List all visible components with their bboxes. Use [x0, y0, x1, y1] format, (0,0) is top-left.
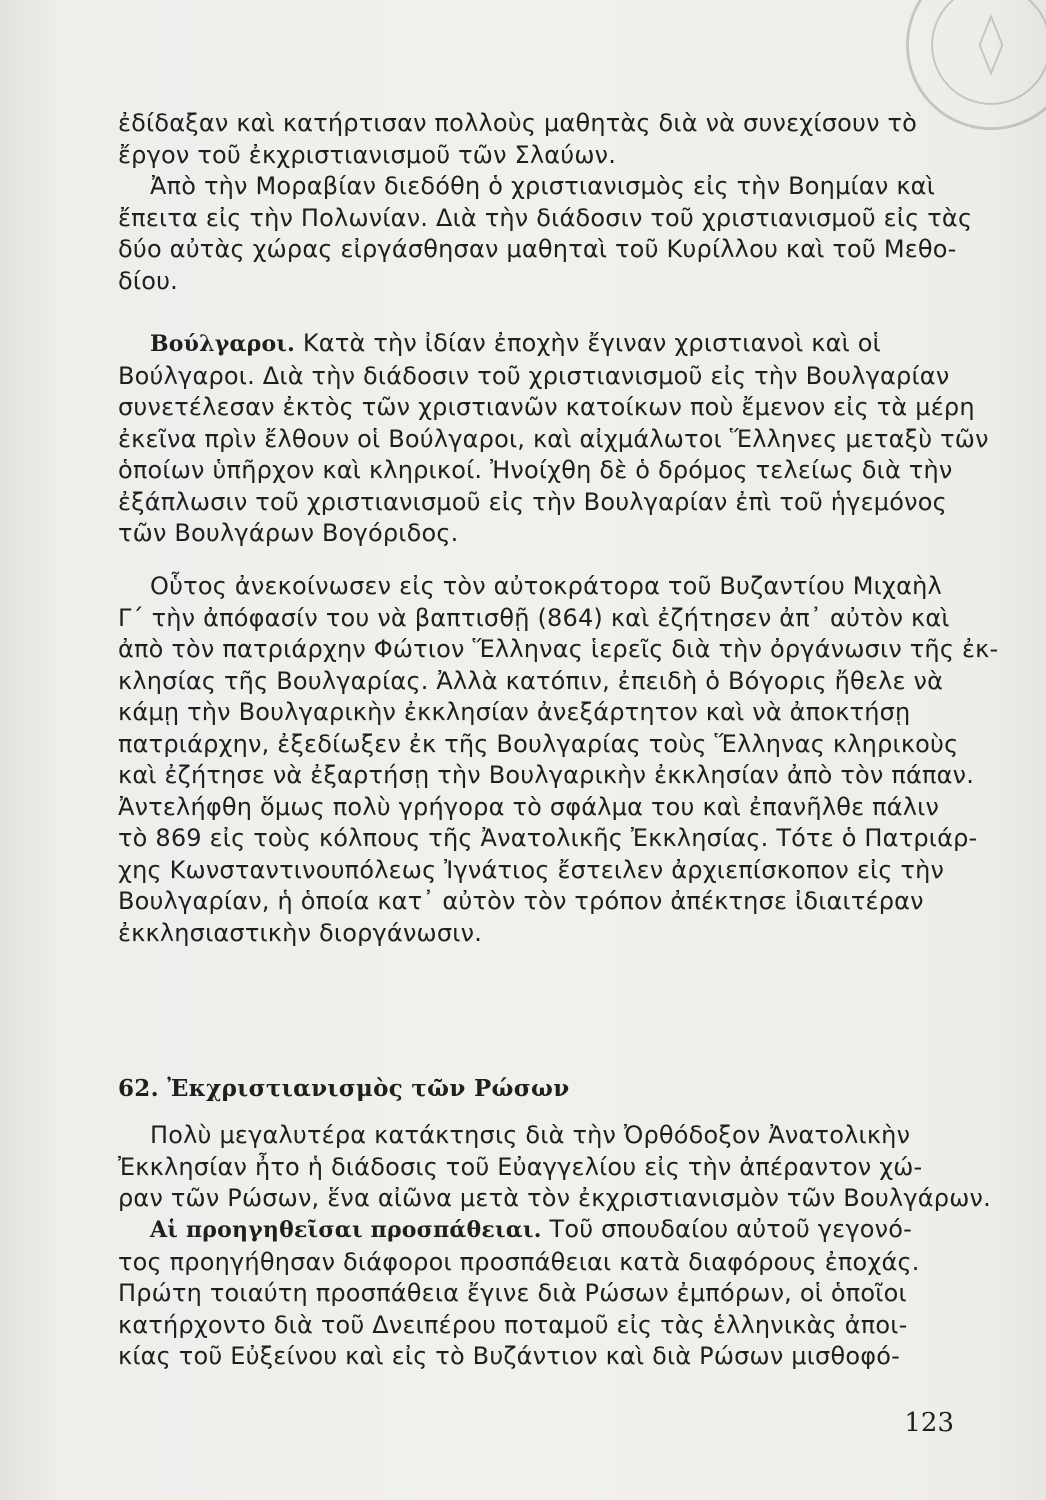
text-line: ἐκεῖνα πρὶν ἔλθουν οἱ Βούλγαροι, καὶ αἰχμάλωτοι Ἕλληνες μεταξὺ τῶν	[118, 424, 989, 453]
text-line: ὁποίων ὑπῆρχον καὶ κληρικοί. Ἠνοίχθη δὲ ὁ δρόμος τελείως διὰ τὴν	[118, 456, 953, 484]
text-line: κίας τοῦ Εὐξείνου καὶ εἰς τὸ Βυζάντιον καὶ διὰ Ρώσων μισθοφό-	[118, 1342, 901, 1370]
section-heading: 62. Ἐκχριστιανισμὸς τῶν Ρώσων	[118, 1075, 570, 1102]
text-line: χης Κωνσταντινουπόλεως Ἰγνάτιος ἔστειλεν ἀρχιεπίσκοπον εἰς τὴν	[118, 855, 945, 884]
text-line: Βούλγαροι. Διὰ τὴν διάδοσιν τοῦ χριστιανισμοῦ εἰς τὴν Βουλγαρίαν	[118, 361, 950, 390]
text-line: Πρώτη τοιαύτη προσπάθεια ἔγινε διὰ Ρώσων ἐμπόρων, οἱ ὁποῖοι	[118, 1279, 907, 1307]
section-lead: Αἱ προηγηθεῖσαι προσπάθειαι.	[150, 1217, 542, 1243]
text-line: δύο αὐτὰς χώρας εἰργάσθησαν μαθηταὶ τοῦ Κυρίλλου καὶ τοῦ Μεθο-	[118, 235, 957, 263]
text-line: κατήρχοντο διὰ τοῦ Δνειπέρου ποταμοῦ εἰς τὰς ἑλληνικὰς ἀποι-	[118, 1310, 908, 1339]
text-line: συνετέλεσαν ἐκτὸς τῶν χριστιανῶν κατοίκων ποὺ ἔμενον εἰς τὰ μέρη	[118, 393, 975, 421]
text-line: ἐκκλησιαστικὴν διοργάνωσιν.	[118, 918, 483, 947]
text-line: ἀπὸ τὸν πατριάρχην Φώτιον Ἕλληνας ἱερεῖς διὰ τὴν ὀργάνωσιν τῆς ἐκ-	[118, 635, 999, 663]
text-line: ἔργον τοῦ ἐκχριστιανισμοῦ τῶν Σλαύων.	[118, 140, 617, 169]
paragraph-2	[118, 171, 973, 297]
text-line: τῶν Βουλγάρων Βογόριδος.	[118, 519, 459, 547]
paragraph-1	[118, 108, 958, 171]
paragraph-5	[118, 1120, 991, 1215]
paragraph-6	[118, 1214, 958, 1373]
text-line: κλησίας τῆς Βουλγαρίας. Ἀλλὰ κατόπιν, ἐπειδὴ ὁ Βόγορις ἤθελε νὰ	[118, 666, 944, 695]
text-line: Ἀπὸ τὴν Μοραβίαν διεδόθη ὁ χριστιανισμὸς εἰς τὴν Βοημίαν καὶ	[150, 172, 936, 200]
text-line: τος προηγήθησαν διάφοροι προσπάθειαι κατὰ διαφόρους ἐποχάς.	[118, 1247, 920, 1276]
text-line: τὸ 869 εἰς τοὺς κόλπους τῆς Ἀνατολικῆς Ἐκκλησίας. Τότε ὁ Πατριάρ-	[118, 824, 978, 852]
paragraph-3	[118, 328, 989, 550]
page-number: 123	[904, 1408, 954, 1438]
text-line: Βουλγαρίαν, ἡ ὁποία κατ᾽ αὐτὸν τὸν τρόπον ἀπέκτησε ἰδιαιτέραν	[118, 887, 924, 915]
text-line: ἐξάπλωσιν τοῦ χριστιανισμοῦ εἰς τὴν Βουλγαρίαν ἐπὶ τοῦ ἡγεμόνος	[118, 487, 947, 516]
text-line: δίου.	[118, 266, 179, 295]
text-line: Πολὺ μεγαλυτέρα κατάκτησις διὰ τὴν Ὀρθόδοξον Ἀνατολικὴν	[150, 1121, 911, 1149]
text-line: κάμῃ τὴν Βουλγαρικὴν ἐκκλησίαν ἀνεξάρτητον καὶ νὰ ἀποκτήσῃ	[118, 698, 911, 726]
text-line: ἔπειτα εἰς τὴν Πολωνίαν. Διὰ τὴν διάδοσιν τοῦ χριστιανισμοῦ εἰς τὰς	[118, 203, 973, 232]
text-run: Τοῦ σπουδαίου αὐτοῦ γεγονό-	[541, 1215, 912, 1243]
text-run: Κατὰ τὴν ἰδίαν ἐποχὴν ἔγιναν χριστιανοὶ καὶ οἱ	[295, 329, 881, 357]
text-line: Ἀντελήφθη ὅμως πολὺ γρήγορα τὸ σφάλμα του καὶ ἐπανῆλθε πάλιν	[118, 792, 940, 821]
section-lead: Βούλγαροι.	[150, 331, 296, 357]
text-line: ἐδίδαξαν καὶ κατήρτισαν πολλοὺς μαθητὰς διὰ νὰ συνεχίσουν τὸ	[118, 109, 918, 137]
text-line: ραν τῶν Ρώσων, ἕνα αἰῶνα μετὰ τὸν ἐκχριστιανισμὸν τῶν Βουλγάρων.	[118, 1184, 991, 1212]
text-line	[118, 1214, 958, 1247]
text-line: Οὗτος ἀνεκοίνωσεν εἰς τὸν αὐτοκράτορα τοῦ Βυζαντίου Μιχαὴλ	[150, 572, 942, 600]
paragraph-4	[118, 571, 999, 949]
text-line: Ἐκκλησίαν ἦτο ἡ διάδοσις τοῦ Εὐαγγελίου εἰς τὴν ἀπέραντον χώ-	[118, 1152, 923, 1181]
text-line: Γ΄ τὴν ἀπόφασίν του νὰ βαπτισθῇ (864) καὶ ἐζήτησεν ἀπ᾽ αὐτὸν καὶ	[118, 603, 950, 632]
text-line: πατριάρχην, ἐξεδίωξεν ἐκ τῆς Βουλγαρίας τοὺς Ἕλληνας κληρικοὺς	[118, 729, 959, 758]
text-line	[118, 328, 958, 361]
text-line: καὶ ἐζήτησε νὰ ἐξαρτήσῃ τὴν Βουλγαρικὴν ἐκκλησίαν ἀπὸ τὸν πάπαν.	[118, 761, 975, 789]
